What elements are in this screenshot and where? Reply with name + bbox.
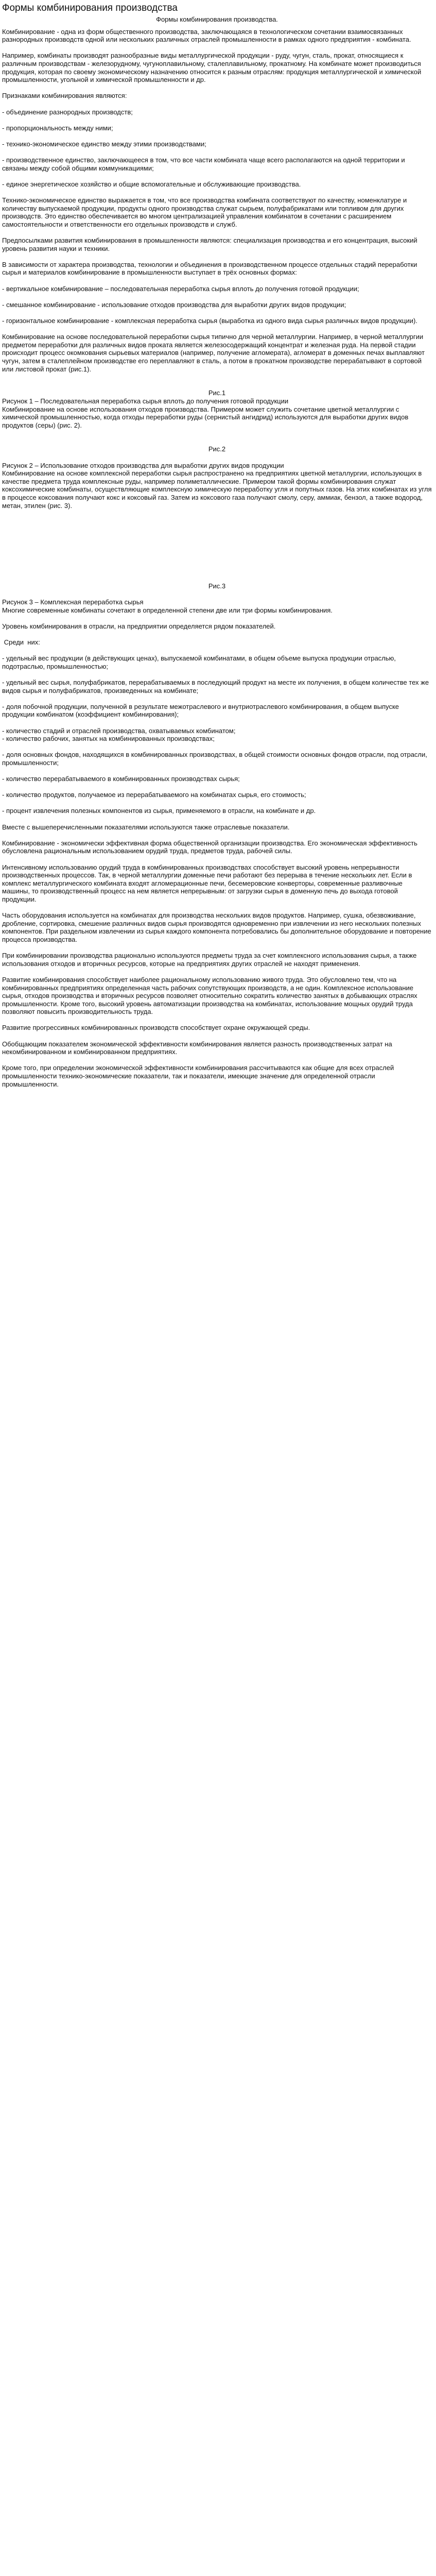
list-item: - производственное единство, заключающееся в том, что все части комбината чаще всего располагаются на одной территории и связаны между собой общими коммуникациями; bbox=[2, 156, 407, 172]
list-item: - доля побочной продукции, полученной в результате межотраслевого и внутриотраслевого комбинирования, в общем выпуске продукции комбинатом (коэффициент комбинирования); bbox=[2, 702, 401, 719]
list-item: - технико-экономическое единство между этими производствами; bbox=[2, 140, 206, 148]
figure-caption: Рисунок 2 – Использование отходов производства для выработки других видов продукции bbox=[2, 461, 284, 469]
paragraph: Предпосылками развития комбинирования в промышленности являются: специализация производства и его концентрация, высокий уровень развития науки и техники. bbox=[2, 236, 420, 252]
document bbox=[0, 0, 436, 1103]
list-item: - удельный вес сырья, полуфабрикатов, перерабатываемых в последующий продукт на месте их получения, в общем количестве тех же видов сырья и полуфабрикатов, произведенных на комбинате; bbox=[2, 678, 431, 694]
list-item: - смешанное комбинирование - использование отходов производства для выработки других видов продукции; bbox=[2, 300, 346, 309]
paragraph: Комбинирование - одна из форм общественного производства, заключающаяся в технологическом сочетании взаимосвязанных разнородных производств одной или нескольких различных отраслей промышленности в рамках одного предприятия - комбината. bbox=[2, 27, 411, 44]
figure-label: Рис.1 bbox=[208, 389, 226, 397]
paragraph: При комбинировании производства рационально используются предметы труда за счет комплексного использования сырья, а также использования отходов и вторичных ресурсов, которые на предприятиях других отраслей не находят применения. bbox=[2, 952, 418, 968]
figure-label: Рис.2 bbox=[208, 445, 226, 453]
list-item: - доля основных фондов, находящихся в комбинированных производствах, в общей стоимости основных фондов отрасли, под отрасли, промышленности; bbox=[2, 751, 429, 767]
list-item: - процент извлечения полезных компонентов из сырья, применяемого в отрасли, на комбинате и др. bbox=[2, 807, 316, 815]
paragraph: Например, комбинаты производят разнообразные виды металлургической продукции - руду, чугун, сталь, прокат, относящиеся к различным производствам - железорудному, чугуноплавильному, сталеплавильному, прокатному. На комбинате может производиться продукция, которая по своему экономическому назначению относится к разным отраслям: продукция металлургической и химической промышленности, угольной и химической промышленности и др. bbox=[2, 52, 423, 84]
figure-1 bbox=[2, 389, 432, 429]
paragraph: Уровень комбинирования в отрасли, на предприятии определяется рядом показателей. bbox=[2, 622, 276, 630]
figure-caption: Рисунок 1 – Последовательная переработка сырья вплоть до получения готовой продукции bbox=[2, 397, 289, 405]
figure-caption: Рисунок 3 – Комплексная переработка сырья bbox=[2, 598, 144, 606]
figure-2 bbox=[2, 445, 432, 510]
list-item: - пропорциональность между ними; bbox=[2, 124, 113, 132]
list-item: - количество стадий и отраслей производства, охватываемых комбинатом; - количество рабочих, занятых на комбинированных производствах; bbox=[2, 726, 236, 743]
list-item: - вертикальное комбинирование – последовательная переработка сырья вплоть до получения готовой продукции; bbox=[2, 284, 359, 293]
figure-3 bbox=[2, 582, 432, 614]
paragraph: В зависимости от характера производства, технологии и объединения в производственном процессе отдельных стадий переработки сырья и материалов комбинирование в промышленности выступает в трёх основных формах: bbox=[2, 260, 420, 277]
paragraph: Комбинирование на основе последовательной переработки сырья типично для черной металлургии. Например, в черной металлургии предметом переработки для различных видов проката является железосодержащий концентрат и железная руда. На первой стадии происходит процесс окомкования сырьевых материалов (например, получение агломерата), агломерат в доменных печах выплавляют чугун, затем в сталеплейном производстве его переплавляют в сталь, а потом в прокатном производстве перерабатывают в сортовой или листовой прокат (рис.1). bbox=[2, 333, 427, 373]
paragraph: Кроме того, при определении экономической эффективности комбинирования рассчитываются как общие для всех отраслей промышленности технико-экономические показатели, так и показатели, имеющие значение для определенной отрасли промышленности. bbox=[2, 1064, 396, 1088]
paragraph: Обобщающим показателем экономической эффективности комбинирования является разность производственных затрат на некомбинированном и комбинированном предприятиях. bbox=[2, 1040, 394, 1056]
page-subtitle: Формы комбинирования производства. bbox=[156, 15, 278, 23]
paragraph: Комбинирование на основе комплексной переработки сырья распространено на предприятиях цветной металлургии, использующих в качестве предмета труда комплексные руды, например полиметаллические. Примером такой формы комбинирования служат коксохимические комбинаты, осуществляющие комплексную химическую переработку угля и попутных газов. На этих комбинатах из угля в процессе коксования получают кокс и коксовый газ. Затем из коксового газа получают смолу, серу, аммиак, бензол, а также водород, метан, этилен (рис. 3). bbox=[2, 469, 432, 510]
paragraph: Многие современные комбинаты сочетают в определенной степени две или три формы комбинирования. bbox=[2, 606, 333, 614]
paragraph: Развитие прогрессивных комбинированных производств способствует охране окружающей среды. bbox=[2, 1024, 310, 1032]
paragraph: Среди них: bbox=[2, 638, 40, 646]
paragraph: Комбинирование - экономически эффективная форма общественной организации производства. Его экономическая эффективность обусловлена рациональным использованием орудий труда, предметов труда, рабочей силы. bbox=[2, 839, 420, 855]
paragraph: Интенсивному использованию орудий труда в комбинированных производствах способствует высокий уровень непрерывности производственных процессов. Так, в черной металлургии доменные печи работают без перерыва в течение нескольких лет. Если в комплекс металлургического комбината входят агломерационные печи, бесемеровские конверторы, современные разливочные машины, то производственный процесс на нем является непрерывным: от загрузки сырья в доменную печь до выхода готовой продукции. bbox=[2, 863, 414, 903]
paragraph: Технико-экономическое единство выражается в том, что все производства комбината соответствуют по качеству, номенклатуре и количеству выпускаемой продукции, продукты одного производства служат сырьем, полуфабрикатами или топливом для других производств. Это единство обеспечивается во многом централизацией управления комбинатом в сочетании с расширением самостоятельности и ответственности его отдельных производств и служб. bbox=[2, 196, 409, 228]
section-indicators bbox=[2, 622, 432, 1088]
list-item: - объединение разнородных производств; bbox=[2, 108, 133, 116]
paragraph: Признаками комбинирования являются: bbox=[2, 92, 127, 100]
list-item: - удельный вес продукции (в действующих ценах), выпускаемой комбинатами, в общем объеме выпуска продукции отраслью, подотраслью, промышленностью; bbox=[2, 654, 398, 670]
list-item: - единое энергетическое хозяйство и общие вспомогательные и обслуживающие производства. bbox=[2, 180, 301, 188]
figure-label: Рис.3 bbox=[208, 582, 226, 590]
section-intro bbox=[2, 28, 432, 374]
page-title: Формы комбинирования производства bbox=[2, 3, 178, 13]
list-item: - горизонтальное комбинирование - комплексная переработка сырья (выработка из одного вида сырья различных видов продукции). bbox=[2, 316, 417, 325]
paragraph: Развитие комбинирования способствует наиболее рациональному использованию живого труда. Это обусловлено тем, что на комбинированных предприятиях определенная часть рабочих сопутствующих производств, а не один. Комплексное использование сырья, отходов производства и вторичных ресурсов позволяет относительно сократить количество занятых в добывающих отраслях промышленности. Кроме того, высокий уровень автоматизации производства на комбинатах, использование мощных орудий труда позволяют повысить производительность труда. bbox=[2, 975, 420, 1016]
list-item: - количество продуктов, получаемое из перерабатываемого на комбинатах сырья, его стоимость; bbox=[2, 791, 306, 799]
list-item: - количество перерабатываемого в комбинированных производствах сырья; bbox=[2, 775, 240, 783]
paragraph: Часть оборудования используется на комбинатах для производства нескольких видов продуктов. Например, сушка, обезвоживание, дробление, сортировка, смешение различных видов сырья производятся одновременно при извлечении из него нескольких полезных компонентов. При раздельном извлечении из сырья каждого компонента потребовались бы дополнительное оборудование и повторение процесса производства. bbox=[2, 911, 433, 943]
paragraph: Вместе с вышеперечисленными показателями используются также отраслевые показатели. bbox=[2, 823, 290, 831]
paragraph: Комбинирование на основе использования отходов производства. Примером может служить сочетание цветной металлургии с химической промышленностью, когда отходы переработки руды (сернистый ангидрид) используются для выработки других видов продуктов (серы) (рис. 2). bbox=[2, 405, 409, 429]
